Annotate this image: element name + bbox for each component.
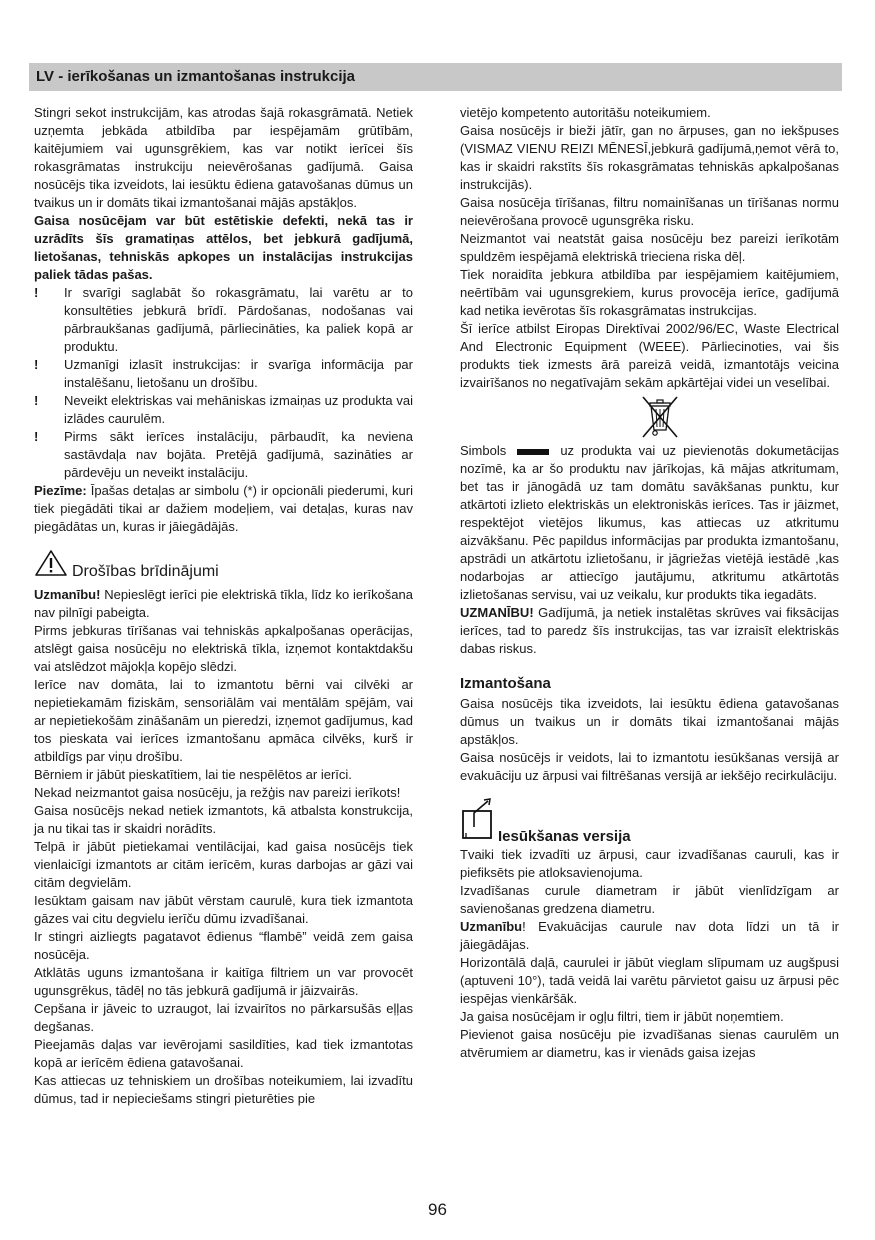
left-column bbox=[34, 104, 413, 1108]
safety-title: Drošības brīdinājumi bbox=[72, 563, 219, 580]
list-item bbox=[34, 356, 413, 392]
black-bar-symbol bbox=[517, 449, 549, 455]
safety-paragraph: Gaisa nosūcējs nekad netiek izmantots, kā atbalsta konstrukcija, ja nu tikai tas ir skaidri norādīts. bbox=[34, 803, 413, 836]
warning-triangle-icon bbox=[34, 549, 68, 582]
exclamation-mark: ! bbox=[34, 393, 39, 408]
safety-paragraph: Pirms jebkuras tīrīšanas vai tehniskās apkalpošanas operācijas, atslēgt gaisa nosūcēju no elektriskā tīkla, izņemot kontaktdakšu vai atslēdzot mājokļa kopējo slēdzi. bbox=[34, 623, 413, 674]
weee-symbol bbox=[460, 394, 839, 442]
usage-paragraph: Gaisa nosūcējs tika izveidots, lai iesūktu ēdiena gatavošanas dūmus un tvaikus un ir domāts tikai izmantošanai mājās apstākļos. bbox=[460, 696, 839, 747]
safety-paragraph: Kas attiecas uz tehniskiem un drošības noteikumiem, lai izvadītu dūmus, tad ir nepieciešams stingri pieturēties pie bbox=[34, 1073, 413, 1106]
list-item-text: Pirms sākt ierīces instalāciju, pārbaudīt, ka neviena sastāvdaļa nav bojāta. Pretējā gadījumā, sazināties ar pārdevēju un neveikt instalāciju. bbox=[64, 429, 413, 480]
crossed-bin-icon bbox=[638, 394, 682, 442]
safety-paragraph: Gaisa nosūcēja tīrīšanas, filtru nomainīšanas un tīrīšanas normu neievērošana provocē ugunsgrēka risku. bbox=[460, 195, 839, 228]
list-item bbox=[34, 284, 413, 356]
symbol-prefix: Simbols bbox=[460, 443, 507, 458]
safety-paragraph: Iesūktam gaisam nav jābūt vērstam caurulē, kura tiek izmantota gāzes vai citu degvielu ierīču dūmu izvadīšanai. bbox=[34, 893, 413, 926]
list-item-text: Ir svarīgi saglabāt šo rokasgrāmatu, lai varētu ar to konsultēties jebkurā brīdī. Pārdošanas, nodošanas vai pārbraukšanas gadījumā, pārliecināties, ka paliek kopā ar produktu. bbox=[64, 285, 413, 354]
intro-paragraph: Stingri sekot instrukcijām, kas atrodas šajā rokasgrāmatā. Netiek uzņemta jebkāda atbildība par iespējamām grūtībām, kaitējumiem vai ugunsgrēkiem, kas var notikt ierīcei šīs rokasgrāmatas instrukciju neievērošanas gadījumā. Gaisa nosūcējs tika izveidots, lai iesūktu ēdiena gatavošanas dūmus un tvaikus un ir domāts tikai izmantošanai mājās apstākļos. bbox=[34, 105, 413, 210]
exclamation-mark: ! bbox=[34, 429, 39, 444]
usage-heading: Izmantošana bbox=[460, 675, 551, 692]
safety-paragraph: vietējo kompetento autoritāšu noteikumiem. bbox=[460, 105, 711, 120]
house-vent-icon bbox=[460, 797, 496, 846]
safety-paragraph: Ir stingri aizliegts pagatavot ēdienus “flambē” veidā zem gaisa nosūcēja. bbox=[34, 929, 413, 962]
attention-label: Uzmanību bbox=[460, 919, 523, 934]
warning-text: Gadījumā, ja netiek instalētas skrūves vai fiksācijas ierīces, tad to paredz šīs instrukcijas, tas var izraisīt elektriskās dabas riskus. bbox=[460, 605, 839, 656]
exhaust-paragraph: Horizontālā daļā, caurulei ir jābūt vieglam slīpumam uz augšpusi (aptuveni 10°), tadā veidā lai varētu pārvietot gaisu uz ārpusi pēc iespējas vienkāršāk. bbox=[460, 955, 839, 1006]
safety-paragraph: Cepšana ir jāveic to uzraugot, lai izvairītos no pārkarsušās eļļas degšanas. bbox=[34, 1001, 413, 1034]
note-label: Piezīme: bbox=[34, 483, 87, 498]
safety-paragraph: Ierīce nav domāta, lai to izmantotu bērni vai cilvēki ar nepietiekamām fiziskām, sensoriālām vai mentālām spējām, vai ar nepietiekošām zināšanām un pieredzi, izņemot gadījumus, kad tos pieskata vai ierīces izmantošanu apmāca cilvēks, kurš ir atbildīgs par viņu drošību. bbox=[34, 677, 413, 764]
exhaust-paragraph: Pievienot gaisa nosūcēju pie izvadīšanas sienas caurulēm un atvērumiem ar diametru, kas ir vienāds gaisa izejas bbox=[460, 1027, 839, 1060]
safety-paragraph: Pieejamās daļas var ievērojami sasildīties, kad tiek izmantotas kopā ar ierīcēm ēdiena gatavošanai. bbox=[34, 1037, 413, 1070]
page-title: LV - ierīkošanas un izmantošanas instrukcija bbox=[36, 68, 355, 85]
page-number: 96 bbox=[428, 1200, 447, 1219]
caution-paragraph bbox=[34, 586, 413, 622]
symbol-text: uz produkta vai uz pievienotās dokumetācijas nozīmē, ka ar šo produktu nav jārīkojas, kā mājas atkritumam, bet tas ir jānogādā uz tam domātu savākšanas punktu, kur atkārtoti izlieto elektriskās un elektroniskās ierīces. Tas ir jāizmet, respektējot vietējos likumus, kas attiecas uz atkritumu aizvākšanu. Pēc papildus informācijas par produkta izmantošanu, apstrādi un atkārtotu izlietošanu, ir jāgriežas vietējā iestādē ,kas nodarbojas ar attiecīgo jautājumu, atkritumu atkārtotās izlietošanas servisu, vai uz veikalu, kur produkts tika iegadāts. bbox=[460, 443, 839, 602]
safety-paragraph: Gaisa nosūcējs ir bieži jātīr, gan no ārpuses, gan no iekšpuses (VISMAZ VIENU REIZI MĒNESĪ,jebkurā gadījumā,ņemot vērā to, kas ir skaidri rakstīts šīs rokasgrāmatas tehniskās apkalpošanas instrukcijās). bbox=[460, 123, 839, 192]
warning-paragraph bbox=[460, 604, 839, 658]
exhaust-paragraph: Izvadīšanas curule diametram ir jābūt vienlīdzīgam ar savienošanas gredzena diametru. bbox=[460, 883, 839, 916]
safety-paragraph: Tiek noraidīta jebkura atbildība par iespējamiem kaitējumiem, neērtībām vai ugunsgrekiem, kurus provocēja ierīce, gadījumā kad netika ievērotas šīs rokasgrāmatas instrukcijas. bbox=[460, 267, 839, 318]
exhaust-paragraph: Tvaiki tiek izvadīti uz ārpusi, caur izvadīšanas cauruli, kas ir piefiksēts pie atloksavienojuma. bbox=[460, 847, 839, 880]
list-item-text: Uzmanīgi izlasīt instrukcijas: ir svarīga informācija par instalēšanu, lietošanu un drošību. bbox=[64, 357, 413, 390]
right-column bbox=[460, 104, 839, 1062]
exhaust-heading bbox=[460, 797, 839, 846]
symbol-paragraph bbox=[460, 442, 839, 604]
attention-paragraph bbox=[460, 918, 839, 954]
warning-label: UZMANĪBU! bbox=[460, 605, 534, 620]
caution-text: Nepieslēgt ierīci pie elektriskā tīkla, līdz ko ierīkošana nav pilnīgi pabeigta. bbox=[34, 587, 413, 620]
safety-heading bbox=[34, 549, 413, 582]
safety-paragraph: Bērniem ir jābūt pieskatītiem, lai tie nespēlētos ar ierīci. bbox=[34, 767, 352, 782]
exhaust-title: Iesūkšanas versija bbox=[498, 828, 631, 845]
safety-paragraph: Neizmantot vai neatstāt gaisa nosūcēju bez pareizi ierīkotām spuldzēm iespējamā elektriskā trieciena riska dēļ. bbox=[460, 231, 839, 264]
note-paragraph bbox=[34, 482, 413, 536]
exclamation-mark: ! bbox=[34, 357, 39, 372]
exclamation-mark: ! bbox=[34, 285, 39, 300]
list-item bbox=[34, 392, 413, 428]
weee-paragraph: Šī ierīce atbilst Eiropas Direktīvai 2002/96/EC, Waste Electrical And Electronic Equipment (WEEE). Pārliecinoties, vai šis produkts tiek izmests ārā pareizā veidā, izmantotājs veicina izvairīšanos no negatīvajām sekām apkārtējai videi un veselībai. bbox=[460, 321, 839, 390]
caution-label: Uzmanību! bbox=[34, 587, 101, 602]
bold-notice: Gaisa nosūcējam var būt estētiskie defekti, nekā tas ir uzrādīts šīs gramatiņas attēlos, bet jebkurā gadījumā, lietošanas, tehniskās apkopes un instalācijas instrukcijas paliek tādas pašas. bbox=[34, 213, 413, 282]
note-text: Īpašas detaļas ar simbolu (*) ir opcionāli piederumi, kuri tiek piegādāti tikai ar dažiem modeļiem, vai detaļas, kuras nav piegādātas un, kuras ir jāiegādājās. bbox=[34, 483, 413, 534]
safety-paragraph: Nekad neizmantot gaisa nosūcēju, ja režģis nav pareizi ierīkots! bbox=[34, 785, 401, 800]
attention-text: ! Evakuācijas caurule nav dota līdzi un tā ir jāiegādājas. bbox=[460, 919, 839, 952]
usage-paragraph: Gaisa nosūcējs ir veidots, lai to izmantotu iesūkšanas versijā ar evakuāciju uz ārpusi vai filtrēšanas versijā ar iekšējo recirkulāciju. bbox=[460, 750, 839, 783]
safety-paragraph: Telpā ir jābūt pietiekamai ventilācijai, kad gaisa nosūcējs tiek vienlaicīgi izmantots ar citām ierīcēm, kuras darbojas ar gāzi vai citām degvielām. bbox=[34, 839, 413, 890]
safety-paragraph: Atklātās uguns izmantošana ir kaitīga filtriem un var provocēt ugunsgrēkus, tādēļ no tās jebkurā gadījumā ir jāizvairās. bbox=[34, 965, 413, 998]
list-item-text: Neveikt elektriskas vai mehāniskas izmaiņas uz produkta vai izlādes caurulēm. bbox=[64, 393, 413, 426]
exhaust-paragraph: Ja gaisa nosūcējam ir ogļu filtri, tiem ir jābūt noņemtiem. bbox=[460, 1009, 784, 1024]
list-item bbox=[34, 428, 413, 482]
